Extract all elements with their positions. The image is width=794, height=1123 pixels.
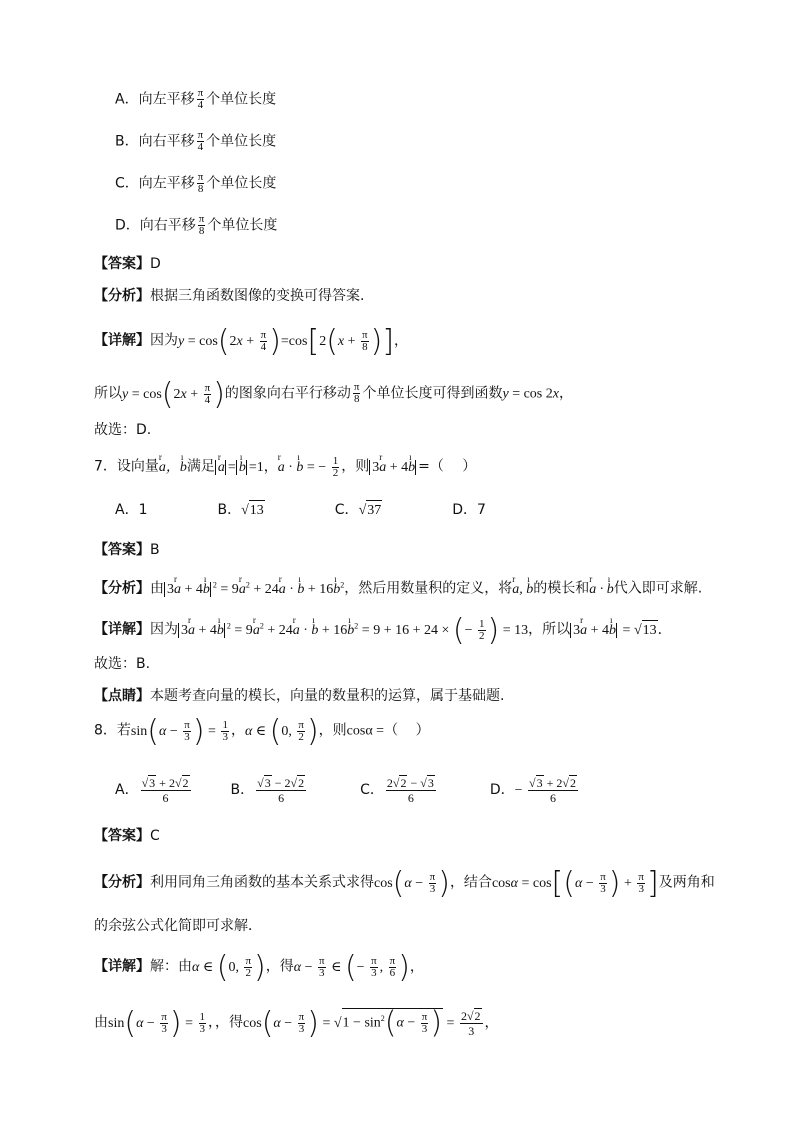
q8-analysis-line2: 的余弦公式化简即可求解．	[94, 918, 262, 934]
q8-detail: 【详解】解：由α ∈ (0, $\frac{\pi}{2}$ )，得α − $\frac{\pi}{3}$ ∈ (− $\frac{\pi}{3}$ , $\frac{\pi}{6}$ )，	[94, 949, 424, 985]
q8-analysis: 【分析】利用同角三角函数的基本关系式求得cos(α − $\frac{\pi}{3}$ )，结合cosα = cos[(α − $\frac{\pi}{3}$ ) + $\frac{\pi}{3}$ ]及两角和	[94, 865, 715, 901]
q7-comment: 【点睛】本题考查向量的模长，向量的数量积的运算，属于基础题.	[94, 688, 505, 704]
q6-option-a: A．向左平移 $\frac{\pi}{4}$ 个单位长度	[115, 87, 277, 111]
q6-option-b: B．向右平移 $\frac{\pi}{4}$ 个单位长度	[115, 129, 277, 153]
q7-detail: 【详解】因为 3r a + 4ı b $^2$ = 9r $a^2 + 24r$ a · ı b + 16ı $b^2 = 9 + 16 + 24$ × (− $\frac{1}{2}$ ) = 13，所以 3r a + 4ı b = √13．	[94, 616, 672, 642]
q6-detail-line2: 所以y = cos(2x + $\frac{\pi}{4}$ )的图象向右平行移动 $\frac{\pi}{8}$ 个单位长度可得到函数y = cos 2x，	[94, 376, 573, 412]
q7-analysis: 【分析】由 3r a + 4ı b $^2$ = 9r $a^2 + 24r$ a · ı b + 16ı $b^2$，然后用数量积的定义，将r a, ı b的模长和r a · ı b代入即可求解.	[94, 575, 702, 600]
q6-detail: 【详解】因为y = cos(2x + $\frac{\pi}{4}$ )=cos[2(x + $\frac{\pi}{8}$ )]，	[94, 323, 409, 359]
q7-answer: 【答案】B	[94, 542, 160, 558]
q6-answer: 【答案】D	[94, 256, 161, 272]
q6-choose: 故选：D.	[94, 422, 152, 438]
q7-stem: 7．设向量r a，ı b满足r a =ı b =1，r a · ı b = − $\frac{1}{2}$ ，则 3r a + 4ı b =（ ）	[94, 456, 476, 479]
q8-stem: 8．若sin(α − $\frac{\pi}{3}$ ) = $\frac{1}{3}$ ，α ∈ (0, $\frac{\pi}{2}$ )，则cosα =（ ）	[94, 713, 430, 749]
q8-detail-line2: 由sin(α − $\frac{\pi}{3}$ ) = $\frac{1}{3}$ ，，得cos(α − $\frac{\pi}{3}$ ) = $√1 - \sin^2(\alpha$ − $\frac{\pi}{3}$ ) = $\frac{2√2}{3}$ ，	[94, 1005, 499, 1041]
q7-options: A．1 B．√13 C．√37 D．7	[115, 500, 486, 521]
q6-option-c: C．向左平移 $\frac{\pi}{8}$ 个单位长度	[115, 171, 277, 195]
q6-option-d: D．向右平移 $\frac{\pi}{8}$ 个单位长度	[115, 213, 278, 237]
q7-choose: 故选：B.	[94, 656, 151, 672]
q8-answer: 【答案】C	[94, 828, 160, 844]
q8-options: A． $\frac{√3 + 2√2}{6}$ B． $\frac{√3 - 2√2}{6}$ C． $\frac{2√2 - √3}{6}$ D．− $\frac{√3 + 2√2}{6}$	[115, 776, 576, 805]
q6-analysis: 【分析】根据三角函数图像的变换可得答案.	[94, 288, 365, 304]
